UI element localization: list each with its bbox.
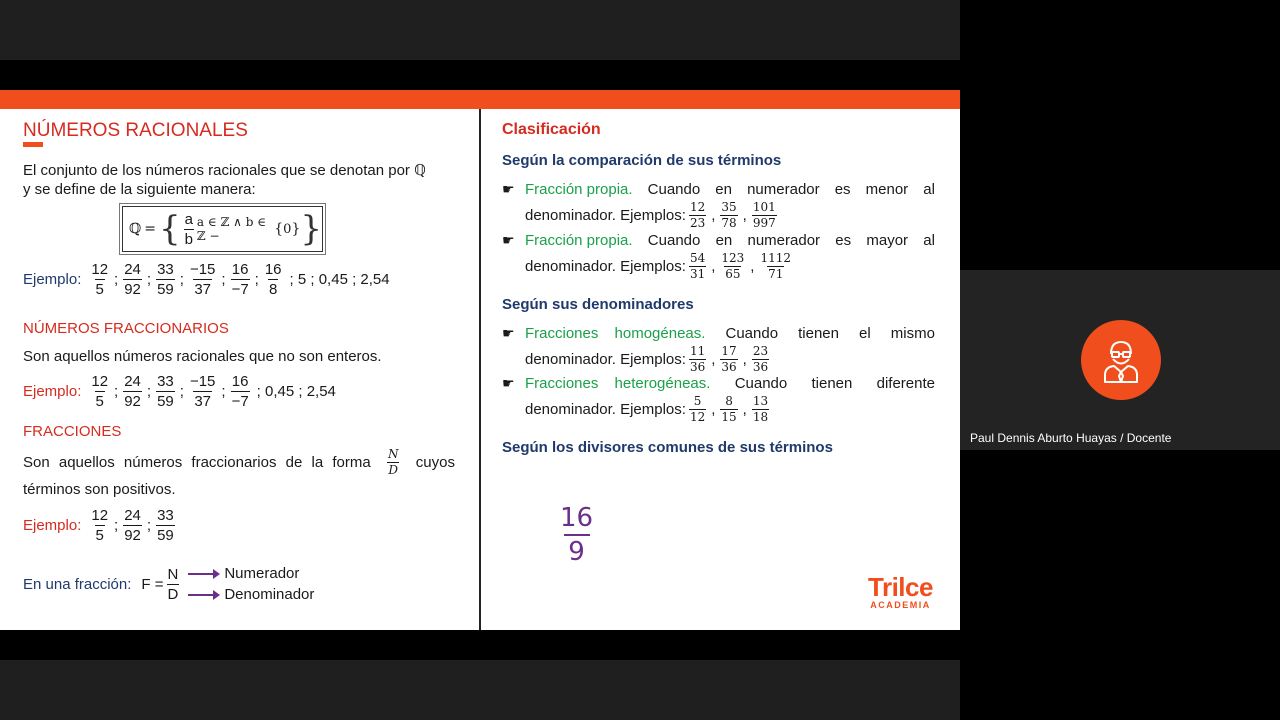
fraction-parts (182, 563, 314, 605)
homogeneas-line-2: denominador. Ejemplos: $\frac{11}{36}$ , $\frac{17}{36}$ , $\frac{23}{36}$ (525, 345, 772, 373)
separator: , (742, 206, 747, 224)
separator: ; (221, 383, 226, 400)
column-divider (479, 109, 481, 630)
arrow-right-icon (188, 594, 218, 596)
homogeneas-fractions (686, 345, 772, 373)
fraction: $\frac{24}{92}$ (124, 373, 141, 410)
fraction: $\frac{-15}{37}$ (189, 261, 216, 298)
separator: ; (146, 271, 152, 288)
slide-header-bar (0, 90, 960, 109)
separator: , (711, 350, 716, 368)
ejemplo-1-fractions (87, 262, 285, 297)
teacher-icon (1095, 334, 1147, 386)
impropia-line-1: Fracción propia. Cuando en numerador es mayor al (525, 232, 935, 249)
fraction: $\frac{33}{59}$ (157, 507, 174, 544)
ejemplo-label: Ejemplo: (23, 383, 82, 400)
top-bar (0, 0, 960, 60)
fraction: $\frac{24}{92}$ (124, 507, 141, 544)
set-fraction: $\frac{a}{b}$ (184, 210, 193, 248)
letterbox-top (0, 60, 960, 90)
participant-name: Paul Dennis Aburto Huayas / Docente (970, 431, 1172, 445)
fraction: $\frac{16}{8}$ (264, 261, 282, 298)
zero-brace-close-icon: } (291, 221, 301, 237)
clasificacion-title: Clasificación (502, 121, 601, 138)
pointing-hand-icon: ☛ (502, 232, 515, 248)
propia-line-2: denominador. Ejemplos: $\frac{12}{23}$ , $\frac{35}{78}$ , $\frac{101}{997}$ (525, 201, 780, 229)
ejemplo-label: Ejemplo: (23, 271, 82, 288)
fraction: $\frac{35}{78}$ (721, 200, 737, 230)
fraction: $\frac{24}{92}$ (124, 261, 141, 298)
heterogeneas-line-1: Fracciones heterogéneas. Cuando tienen diferente (525, 375, 935, 392)
numerador-label: Numerador (224, 565, 300, 582)
en-una-fraccion-label: En una fracción: (23, 575, 132, 593)
intro-line-1: El conjunto de los números racionales que se denotan por ℚ (23, 162, 426, 179)
handwritten-fraction: 16 9 (560, 503, 594, 567)
ejemplo-2-fractions (87, 374, 252, 409)
set-q: ℚ (129, 221, 142, 237)
fraction: $\frac{13}{18}$ (752, 394, 769, 424)
brace-open-icon: { (158, 209, 181, 249)
homogeneas-term: Fracciones homogéneas. (525, 325, 706, 342)
fraction: $\frac{101}{997}$ (752, 200, 776, 230)
f-equals: F = (141, 575, 164, 593)
bottom-bar (0, 660, 960, 720)
fraction: $\frac{54}{31}$ (689, 251, 706, 281)
heterogeneas-line-2: denominador. Ejemplos: $\frac{5}{12}$ , $\frac{8}{15}$ , $\frac{13}{18}$ (525, 395, 772, 423)
set-definition-box (122, 206, 323, 252)
heterogeneas-term: Fracciones heterogéneas. (525, 375, 711, 392)
pointing-hand-icon: ☛ (502, 181, 515, 197)
fraction: $\frac{123}{65}$ (721, 251, 745, 281)
impropia-fractions (686, 252, 795, 280)
fraction: $\frac{16}{-7}$ (231, 373, 249, 410)
separator: ; (114, 271, 119, 288)
zero-brace-open-icon: { (274, 221, 284, 237)
ejemplo-2 (23, 374, 336, 409)
fraction: $\frac{5}{12}$ (689, 394, 706, 424)
impropia-line-2: denominador. Ejemplos: $\frac{54}{31}$ , $\frac{123}{65}$ , $\frac{1112}{71}$ (525, 252, 795, 280)
separator: , (742, 350, 747, 368)
pointing-hand-icon: ☛ (502, 375, 515, 391)
nd-fraction: $\frac{N}{D}$ (387, 447, 399, 477)
fracciones-title: FRACCIONES (23, 423, 122, 440)
separator: , (711, 400, 716, 418)
fraccionarios-title: NÚMEROS FRACCIONARIOS (23, 320, 229, 337)
fracciones-text-a: Son aquellos números fraccionarios de la forma (23, 453, 371, 471)
separator: , (711, 257, 716, 275)
set-condition: a ∈ ℤ ∧ b ∈ ℤ − (196, 215, 267, 243)
fraction: $\frac{12}{23}$ (689, 200, 706, 230)
separator: , (750, 257, 755, 275)
letterbox-bottom (0, 630, 960, 660)
separator: ; (221, 271, 226, 288)
en-una-fraccion (23, 563, 314, 605)
propia-fractions (686, 201, 780, 229)
separator: ; (146, 517, 152, 534)
avatar (1081, 320, 1161, 400)
denominador-label: Denominador (224, 586, 315, 603)
trilce-logo: Trilce ACADEMIA (868, 572, 933, 610)
arrow-right-icon (188, 573, 218, 575)
separator: , (742, 400, 747, 418)
fraction: $\frac{23}{36}$ (752, 344, 769, 374)
subheading-divisores: Según los divisores comunes de sus términos (502, 439, 833, 456)
heterogeneas-fractions (686, 395, 772, 423)
subheading-comparacion: Según la comparación de sus términos (502, 152, 782, 169)
ejemplo-1-tail: ; 5 ; 0,45 ; 2,54 (289, 271, 390, 288)
fraction: $\frac{12}{5}$ (91, 261, 109, 298)
separator: ; (114, 383, 119, 400)
separator: , (711, 206, 716, 224)
set-eq: = (144, 221, 156, 237)
pointing-hand-icon: ☛ (502, 325, 515, 341)
fraccionarios-text: Son aquellos números racionales que no son enteros. (23, 348, 382, 365)
fraction: $\frac{1112}{71}$ (760, 251, 792, 281)
fraction: $\frac{16}{-7}$ (231, 261, 249, 298)
homogeneas-line-1: Fracciones homogéneas. Cuando tienen el mismo (525, 325, 935, 342)
fracciones-text-c: términos son positivos. (23, 481, 176, 498)
fraction: $\frac{12}{5}$ (91, 373, 109, 410)
ejemplo-3 (23, 508, 178, 543)
propia-term: Fracción propia. (525, 181, 633, 198)
fraction: $\frac{33}{59}$ (157, 261, 174, 298)
separator: ; (146, 383, 152, 400)
separator: ; (179, 383, 184, 400)
fracciones-text-line (23, 448, 455, 476)
separator: ; (179, 271, 184, 288)
fraction: $\frac{33}{59}$ (157, 373, 174, 410)
subheading-denominadores: Según sus denominadores (502, 296, 694, 313)
ejemplo-3-fractions (87, 508, 177, 543)
section-title: NÚMEROS RACIONALES (23, 120, 248, 141)
fraction: $\frac{8}{15}$ (721, 394, 737, 424)
ejemplo-label: Ejemplo: (23, 517, 82, 534)
title-underline (23, 142, 43, 147)
ejemplo-2-tail: ; 0,45 ; 2,54 (256, 383, 336, 400)
separator: ; (114, 517, 119, 534)
fracciones-text-b: cuyos (415, 453, 455, 471)
participant-tile[interactable] (960, 270, 1280, 450)
ejemplo-1 (23, 262, 390, 297)
impropia-term: Fracción propia. (525, 232, 633, 249)
intro-line-2: y se define de la siguiente manera: (23, 181, 256, 198)
set-zero: 0 (283, 221, 292, 237)
fraction: $\frac{11}{36}$ (689, 344, 706, 374)
brace-close-icon: } (300, 209, 322, 249)
fraction: $\frac{12}{5}$ (91, 507, 109, 544)
slide (0, 90, 960, 630)
fraction: $\frac{17}{36}$ (721, 344, 737, 374)
separator: ; (254, 271, 259, 288)
nd-fraction-large: $\frac{N}{D}$ (167, 565, 179, 603)
fraction: $\frac{-15}{37}$ (189, 373, 216, 410)
propia-line-1: Fracción propia. Cuando en numerador es menor al (525, 181, 935, 198)
